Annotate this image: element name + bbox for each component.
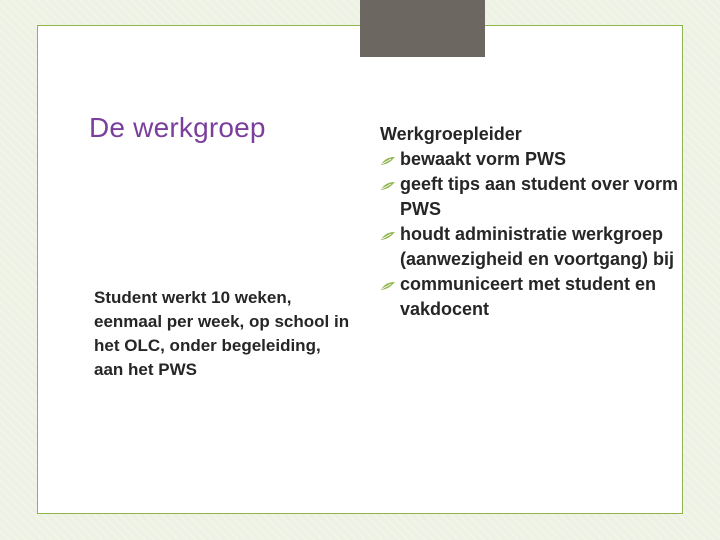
bullet-text: communiceert met student en vakdocent: [400, 274, 657, 319]
bullet-item: [380, 272, 680, 322]
leaf-bullet-icon: [380, 231, 396, 241]
bullet-item: [380, 222, 680, 272]
left-body-text: Student werkt 10 weken, eenmaal per week, op school in het OLC, onder begeleiding, aan het PWS: [94, 288, 350, 379]
leaf-bullet-icon: [380, 281, 396, 291]
bullet-text: houdt administratie werkgroep (aanwezigheid en voortgang) bij: [400, 224, 675, 269]
leaf-bullet-icon: [380, 181, 396, 191]
bullet-item: [380, 147, 680, 172]
bullet-item: [380, 172, 680, 222]
bullet-text: bewaakt vorm PWS: [400, 149, 567, 169]
leaf-bullet-icon: [380, 156, 396, 166]
right-heading: Werkgroepleider: [380, 124, 522, 144]
bullet-list: [380, 147, 680, 322]
right-column: [380, 122, 680, 322]
accent-block: [360, 0, 485, 57]
slide-title: De werkgroep: [89, 112, 266, 143]
bullet-text: geeft tips aan student over vorm PWS: [400, 174, 679, 219]
